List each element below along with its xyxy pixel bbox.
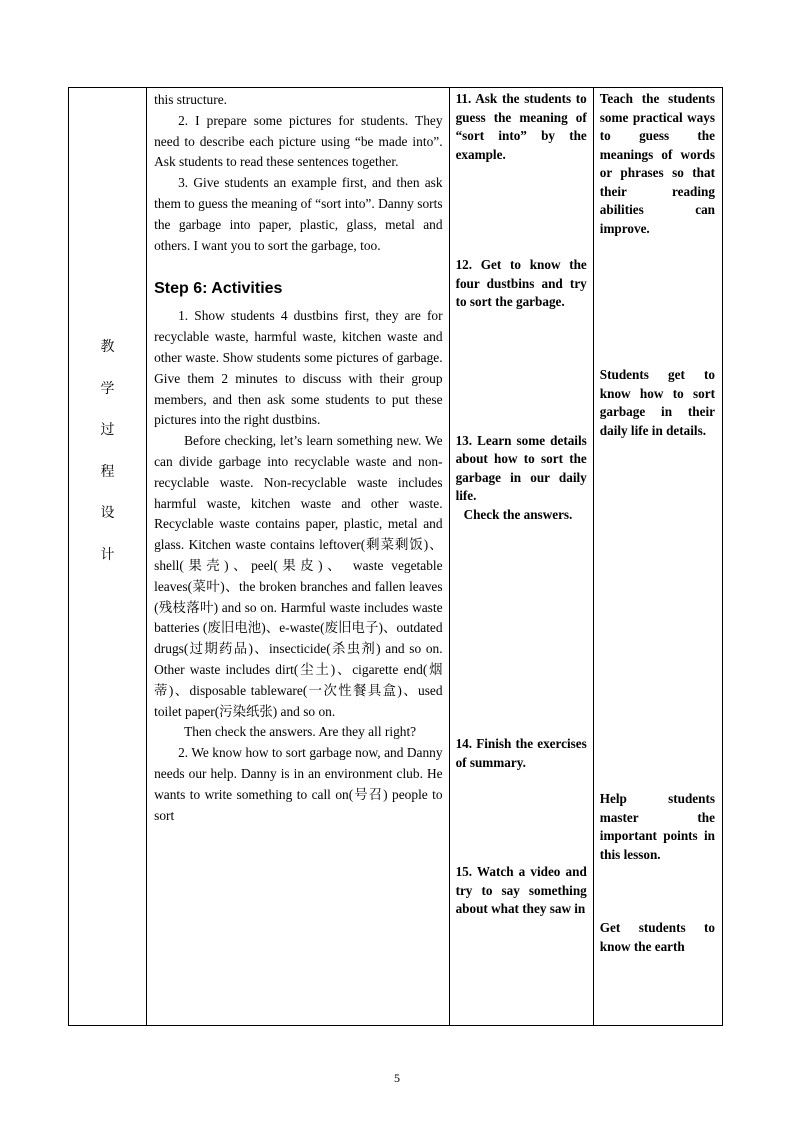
paragraph: 2. I prepare some pictures for students. They need to describe each picture using “be made into”. Ask students to read these sentences together.	[154, 112, 443, 170]
section-label	[69, 336, 146, 586]
activity-item: Check the answers.	[463, 506, 573, 522]
paragraph: this structure.	[154, 92, 227, 107]
lesson-plan-table	[68, 87, 723, 1026]
purpose-item: Teach the students some practical ways to guess the meanings of words or phrases so that their reading abilities can improve.	[599, 91, 715, 236]
paragraph: 1. Show students 4 dustbins first, they are for recyclable waste, harmful waste, kitchen waste and other waste. Show students some pictures of garbage. Give them 2 minutes to discuss with their group members, and then ask some students to put these pictures into the right dustbins.	[154, 308, 443, 428]
label-char: 设	[100, 505, 115, 522]
activity-item: 13. Learn some details about how to sort the garbage in our daily life.	[455, 432, 587, 503]
purpose-item: Students get to know how to sort garbage in their daily life in details.	[599, 367, 715, 438]
purpose-item: Get students to know the earth	[599, 920, 715, 954]
section-label-cell	[69, 88, 147, 1026]
paragraph: Before checking, let’s learn something new. We can divide garbage into recyclable waste and non-recyclable waste. Non-recyclable waste includes harmful waste, kitchen waste and other waste. Recyclable waste contains paper, plastic, metal and glass. Kitchen waste contains leftover(剩菜剩饭)、shell(果壳)、peel(果皮)、 waste vegetable leaves(菜叶)、the broken branches and fallen leaves (残枝落叶) and so on. Harmful waste includes waste batteries (废旧电池)、e-waste(废旧电子)、outdated drugs(过期药品)、insecticide(杀虫剂) and so on. Other waste includes dirt(尘土)、cigarette end(烟蒂)、disposable tableware(一次性餐具盒)、used toilet paper(污染纸张) and so on.	[154, 433, 443, 719]
label-char: 教	[100, 339, 115, 355]
teacher-activities-cell	[147, 88, 449, 1026]
activity-item: 11. Ask the students to guess the meaning of “sort into” by the example.	[455, 91, 587, 162]
paragraph: 2. We know how to sort garbage now, and Danny needs our help. Danny is in an environment club. He wants to write something to call on(号召) people to sort	[154, 745, 443, 823]
activity-item: 15. Watch a video and try to say something about what they saw in	[455, 864, 587, 916]
label-char: 程	[100, 463, 115, 480]
label-char: 学	[100, 380, 115, 397]
label-char: 计	[100, 546, 115, 563]
activity-item: 14. Finish the exercises of summary.	[455, 736, 587, 770]
step-heading: Step 6: Activities	[154, 280, 283, 298]
paragraph: 3. Give students an example first, and then ask them to guess the meaning of “sort into”. Danny sorts the garbage into paper, plastic, glass, metal and others. I want you to sort the garbage, too.	[154, 175, 443, 253]
activity-item: 12. Get to know the four dustbins and try to sort the garbage.	[455, 257, 587, 309]
purpose-cell	[593, 88, 722, 1026]
paragraph: Then check the answers. Are they all right?	[184, 724, 417, 740]
page-number: 5	[394, 1071, 400, 1085]
purpose-item: Help students master the important points in this lesson.	[599, 791, 715, 862]
label-char: 过	[100, 422, 115, 439]
student-activities-cell	[449, 88, 593, 1026]
